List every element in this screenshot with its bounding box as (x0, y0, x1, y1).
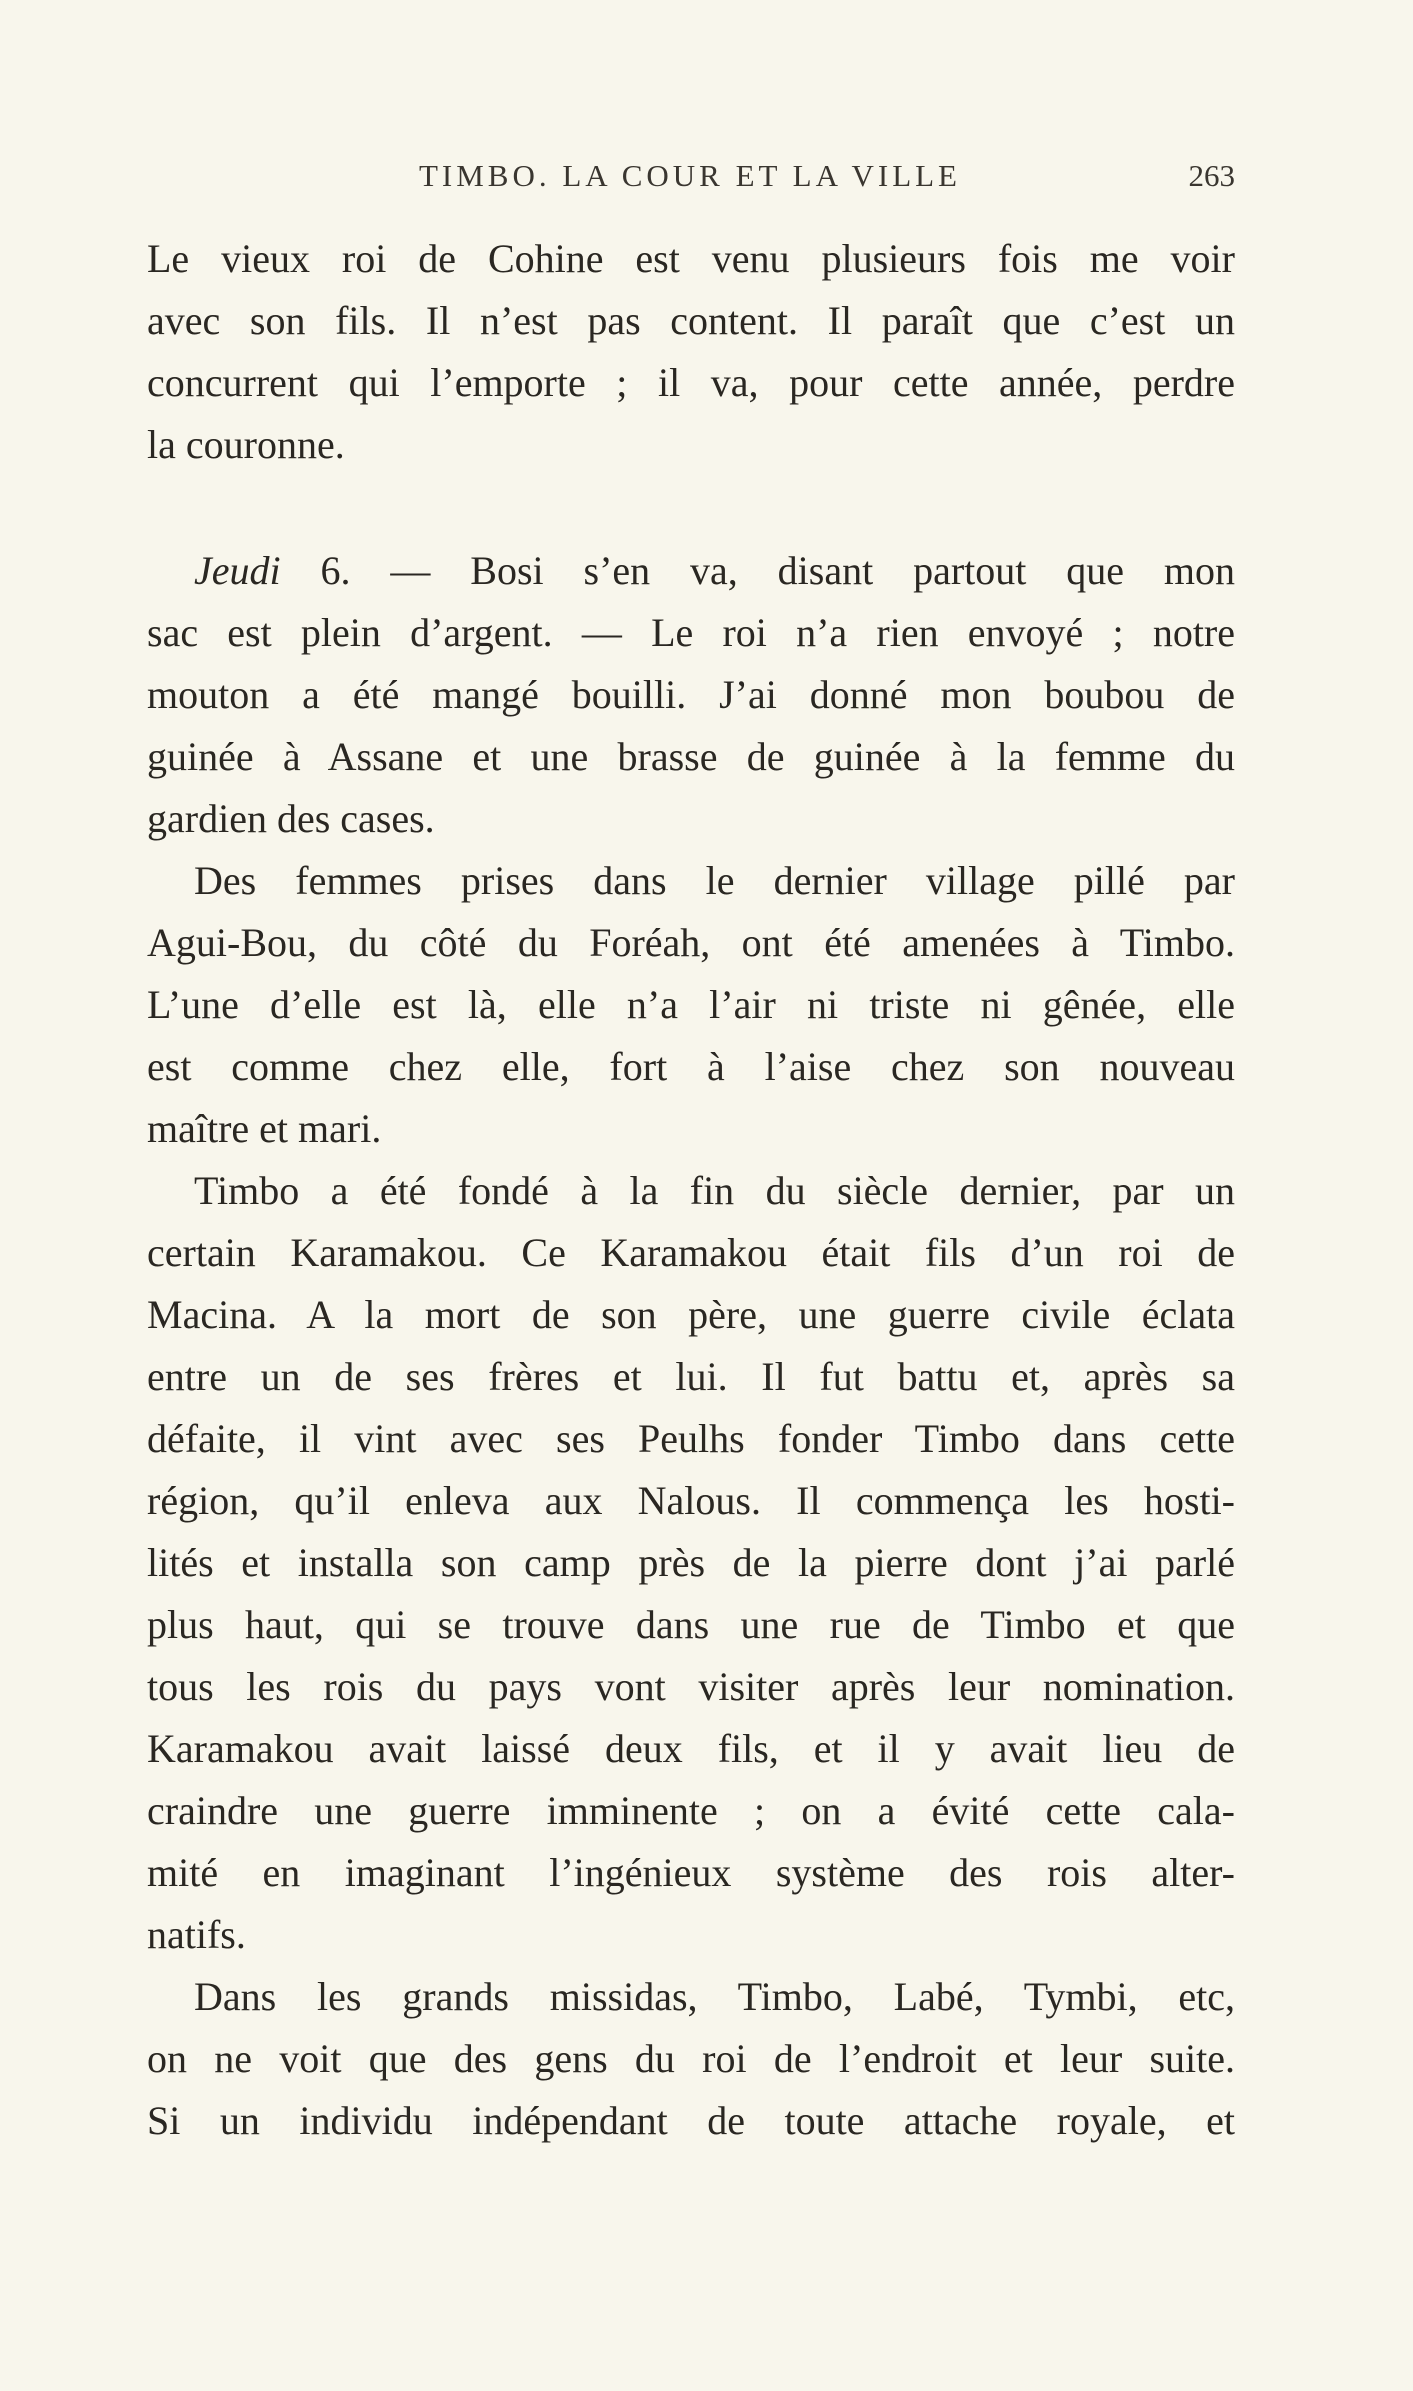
text-line: mité en imaginant l’ingénieux système des rois alter- (147, 1850, 1235, 1895)
running-title: TIMBO. LA COUR ET LA VILLE (418, 158, 961, 193)
text-line: entre un de ses frères et lui. Il fut battu et, après sa (147, 1354, 1235, 1399)
text-line: Karamakou avait laissé deux fils, et il y avait lieu de (147, 1726, 1235, 1771)
text-line: est comme chez elle, fort à l’aise chez son nouveau (147, 1044, 1235, 1089)
text-line: guinée à Assane et une brasse de guinée à la femme du (147, 734, 1235, 779)
text-line: on ne voit que des gens du roi de l’endroit et leur suite. (147, 2036, 1235, 2081)
paragraph (147, 850, 1235, 1160)
text-line: mouton a été mangé bouilli. J’ai donné mon boubou de (147, 672, 1235, 717)
text-line: région, qu’il enleva aux Nalous. Il commença les hosti- (147, 1478, 1235, 1523)
paragraph (147, 540, 1235, 850)
day-label: Jeudi (194, 548, 281, 593)
text-line: maître et mari. (147, 1106, 382, 1151)
page-number: 263 (1188, 158, 1235, 193)
text-line: Si un individu indépendant de toute attache royale, et (147, 2098, 1235, 2143)
text-line: Timbo a été fondé à la fin du siècle dernier, par un (194, 1168, 1235, 1213)
text-line: avec son fils. Il n’est pas content. Il paraît que c’est un (147, 298, 1235, 343)
text-line: Des femmes prises dans le dernier village pillé par (194, 858, 1235, 903)
text-line: gardien des cases. (147, 796, 435, 841)
text-line: L’une d’elle est là, elle n’a l’air ni triste ni gênée, elle (147, 982, 1235, 1027)
text-line: Le vieux roi de Cohine est venu plusieurs fois me voir (147, 236, 1235, 281)
running-head (145, 158, 1235, 202)
paragraph (147, 1966, 1235, 2152)
text-line: natifs. (147, 1912, 246, 1957)
text-line: tous les rois du pays vont visiter après leur nomination. (147, 1664, 1235, 1709)
text-line: lités et installa son camp près de la pierre dont j’ai parlé (147, 1540, 1235, 1585)
text-line: Macina. A la mort de son père, une guerre civile éclata (147, 1292, 1235, 1337)
body-text (147, 228, 1235, 2152)
paragraph (147, 1160, 1235, 1966)
text-line: défaite, il vint avec ses Peulhs fonder Timbo dans cette (147, 1416, 1235, 1461)
text-line: craindre une guerre imminente ; on a évité cette cala- (147, 1788, 1235, 1833)
text-line: certain Karamakou. Ce Karamakou était fils d’un roi de (147, 1230, 1235, 1275)
text-line: plus haut, qui se trouve dans une rue de Timbo et que (147, 1602, 1235, 1647)
text-line: Agui-Bou, du côté du Foréah, ont été amenées à Timbo. (147, 920, 1235, 965)
paragraph (147, 228, 1235, 476)
text-line: sac est plein d’argent. — Le roi n’a rien envoyé ; notre (147, 610, 1235, 655)
text-span: 6. — Bosi s’en va, disant partout que mon (280, 548, 1235, 593)
section-gap (147, 476, 1235, 540)
text-line: concurrent qui l’emporte ; il va, pour cette année, perdre (147, 360, 1235, 405)
text-line (147, 540, 1235, 602)
text-line: Dans les grands missidas, Timbo, Labé, Tymbi, etc, (194, 1974, 1235, 2019)
text-line: la couronne. (147, 422, 345, 467)
